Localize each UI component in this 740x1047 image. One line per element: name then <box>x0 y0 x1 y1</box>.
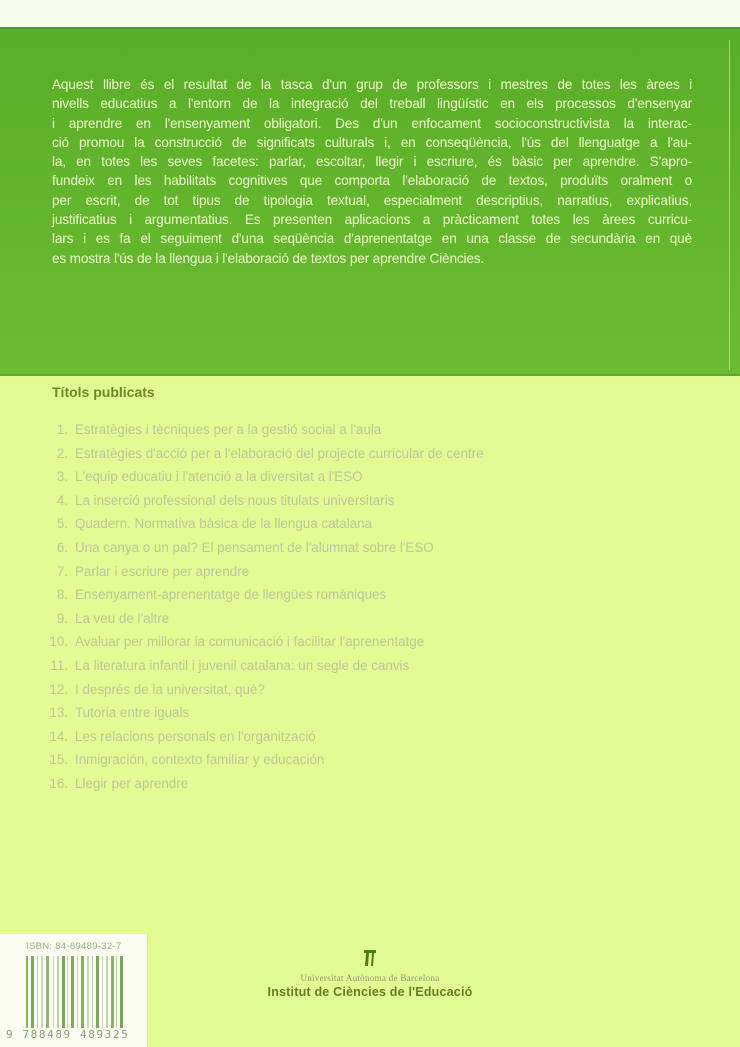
top-margin <box>0 0 740 27</box>
isbn-label: ISBN: 84-89489-32-7 <box>26 941 122 952</box>
title-item <box>48 607 568 631</box>
blurb-line: i aprendre en l'ensenyament obligatori. Des d'un enfocament socioconstructivista la interac- <box>52 115 692 131</box>
title-number: 12. <box>49 681 68 697</box>
title-item <box>48 701 568 725</box>
blurb-line: ció promou la construcció de significats culturals i, en conseqüència, l'ús del llenguatge a l'au- <box>52 134 692 150</box>
title-number: 8. <box>56 587 68 603</box>
title-text: Avaluar per millorar la comunicació i facilitar l'aprenentatge <box>75 634 425 650</box>
title-text: La inserció professional dels nous titulats universitaris <box>75 492 395 508</box>
title-text: Tutoria entre iguals <box>75 705 190 721</box>
title-text: Llegir per aprendre <box>75 775 189 791</box>
title-text: Parlar i escriure per aprendre <box>75 563 250 579</box>
titles-heading: Títols publicats <box>52 384 155 400</box>
title-item <box>48 725 568 749</box>
title-item <box>48 442 568 466</box>
book-blurb <box>52 75 692 268</box>
blurb-line: es mostra l'ús de la llengua i l'elaboració de textos per aprendre Ciències. <box>52 250 485 266</box>
institute-name: Institut de Ciències de l'Educació <box>267 985 473 999</box>
title-text: Les relacions personals en l'organització <box>75 728 316 744</box>
title-number: 1. <box>56 422 68 437</box>
title-number: 9. <box>56 610 68 626</box>
title-item <box>48 678 568 702</box>
title-number: 7. <box>56 563 68 579</box>
title-number: 15. <box>49 752 68 768</box>
title-text: L'equip educatiu i l'atenció a la diversitat a l'ESO <box>75 469 363 485</box>
blurb-line: la, en totes les seves facetes: parlar, escoltar, llegir i escriure, és bàsic per aprendre. S'apro- <box>52 154 692 170</box>
title-number: 3. <box>56 469 68 485</box>
title-text: Quadern. Normativa bàsica de la llengua catalana <box>75 516 373 532</box>
blurb-line: lars i es fa el seguiment d'una seqüència d'aprenentatge en una classe de secundària en què <box>52 231 692 247</box>
title-number: 5. <box>56 516 68 532</box>
blurb-line: Aquest llibre és el resultat de la tasca d'un grup de professors i mestres de totes les àrees i <box>52 77 692 92</box>
title-number: 14. <box>49 728 68 744</box>
blurb-line: fundeix en les habilitats cognitives que comporta l'elaboració de textos, produïts oralment o <box>52 173 692 189</box>
title-number: 16. <box>49 775 68 791</box>
title-item <box>48 560 568 584</box>
title-item <box>48 512 568 536</box>
title-text: La literatura infantil i juvenil catalana: un segle de canvis <box>75 657 410 673</box>
title-number: 13. <box>49 705 68 721</box>
title-number: 11. <box>50 657 68 673</box>
title-number: 2. <box>56 445 68 461</box>
blurb-line: justificatius i argumentatius. Es presenten aplicacions a pràcticament totes les àrees curricu- <box>52 212 692 228</box>
title-number: 10. <box>49 634 68 650</box>
title-item <box>48 772 568 796</box>
publisher-block <box>250 950 490 999</box>
title-item <box>48 748 568 772</box>
title-item <box>48 630 568 654</box>
title-text: Inmigración, contexto familiar y educación <box>75 752 325 768</box>
barcode-box <box>0 934 148 1047</box>
uab-logo-icon <box>364 950 376 966</box>
title-item <box>48 583 568 607</box>
spine-fold-line <box>729 40 730 370</box>
title-item <box>48 654 568 678</box>
title-item <box>48 536 568 560</box>
title-text: La veu de l'altre <box>75 610 170 626</box>
barcode-digits: 9 788489 489325 <box>6 1028 130 1041</box>
title-text: Estratègies i tècniques per a la gestió social a l'aula <box>75 422 382 437</box>
blurb-line: per escrit, de tot tipus de tipologia textual, especialment descriptius, narratius, explicatius, <box>52 192 692 208</box>
title-number: 6. <box>56 539 68 555</box>
title-item <box>48 465 568 489</box>
barcode-icon <box>26 956 142 1028</box>
university-name: Universitat Autònoma de Barcelona <box>300 973 440 983</box>
title-text: I després de la universitat, què? <box>75 681 265 697</box>
blurb-line: nivells educatius a l'entorn de la integració del treball lingüístic en els processos d'ensenyar <box>52 96 692 112</box>
title-text: Estratègies d'acció per a l'elaboració del projecte curricular de centre <box>75 445 484 461</box>
title-text: Una canya o un pal? El pensament de l'alumnat sobre l'ESO <box>75 539 434 555</box>
title-number: 4. <box>56 492 68 508</box>
title-item <box>48 418 568 442</box>
title-item <box>48 489 568 513</box>
published-titles-list <box>48 418 568 796</box>
title-text: Ensenyament-aprenentatge de llengües romàniques <box>75 587 387 603</box>
